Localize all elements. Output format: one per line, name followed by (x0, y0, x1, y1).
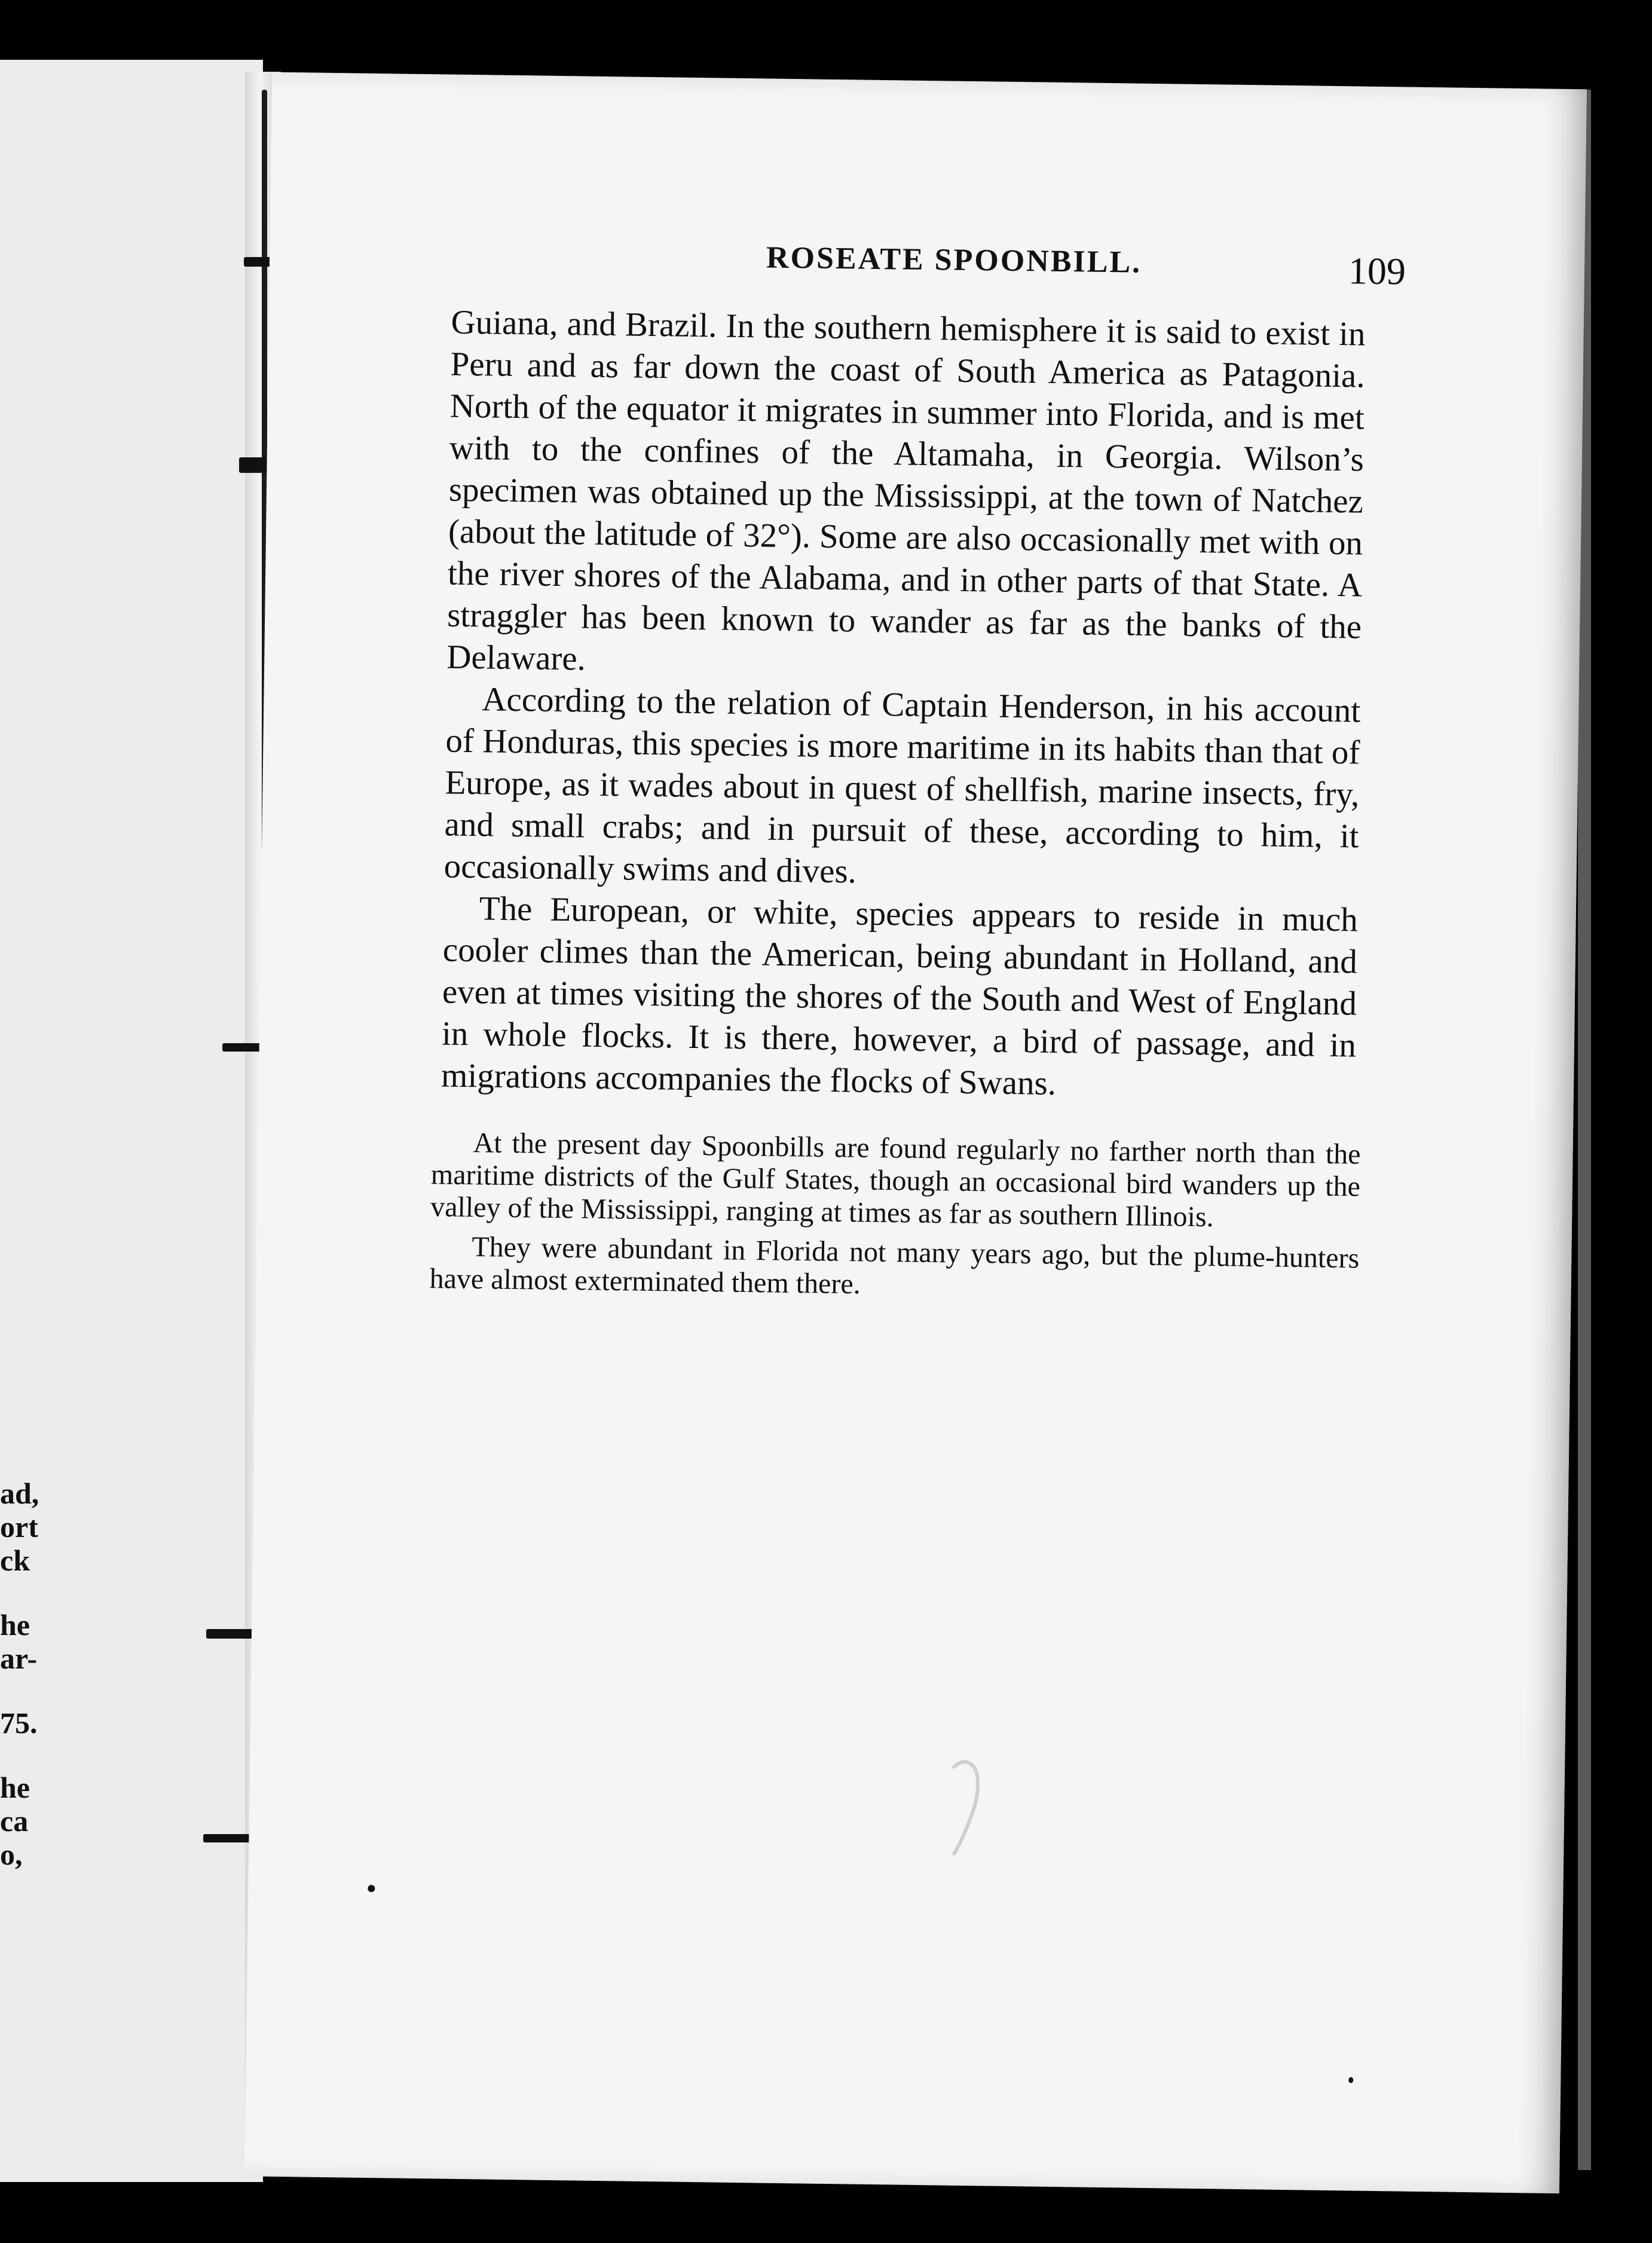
left-fragment: ck (0, 1544, 30, 1577)
left-fragment: 75. (0, 1706, 38, 1740)
binding-stitch (203, 1834, 252, 1842)
paragraph: According to the relation of Captain Henderson, in his account of Honduras, this species is more maritime in its habits than that of Europe, as it wades about in quest of shellfish, marine insects, fry, and small crabs; and in pursuit of these, according to him, it occasionally swims and dives. (443, 680, 1361, 891)
left-fragment: ca (0, 1804, 29, 1838)
left-fragment: he (0, 1608, 30, 1642)
footnote-text (429, 1126, 1361, 1307)
left-fragment: o, (0, 1838, 23, 1871)
paragraph: The European, or white, species appears to reside in much cooler climes than the American, being abundant in Holland, and even at times visiting the shores of the South and West of England in whole flocks. It is there, however, a bird of passage, and in migrations accompanies the flocks of Swans. (440, 890, 1359, 1102)
note-paragraph: At the present day Spoonbills are found regularly no farther north than the maritime districts of the Gulf States, though an occasional bird wanders up the valley of the Mississippi, ranging at times as far as southern Illinois. (430, 1127, 1361, 1233)
paragraph: Guiana, and Brazil. In the southern hemisphere it is said to exist in Peru and as far down the coast of South America as Patagonia. North of the equator it migrates in summer into Florida, and is met with to the confines of the Altamaha, in Georgia. Wilson’s specimen was obtained up the Mississippi, at the town of Natchez (about the latitude of 32°). Some are also occasionally met with on the river shores of the Alabama, and in other parts of that State. A straggler has been known to wander as far as the banks of the Delaware. (446, 303, 1366, 678)
main-text (441, 302, 1366, 1109)
left-fragment: ad, (0, 1477, 39, 1510)
page-number: 109 (1348, 249, 1406, 293)
page-speck (1348, 2077, 1353, 2083)
left-fragment: ort (0, 1510, 38, 1544)
left-page (0, 60, 263, 2182)
note-paragraph: They were abundant in Florida not many years ago, but the plume-hunters have almost exterminated them there. (429, 1231, 1360, 1300)
right-page (244, 72, 1587, 2193)
binding-stitch (206, 1629, 254, 1639)
pencil-mark (948, 1755, 985, 1857)
running-head: ROSEATE SPOONBILL. (766, 240, 1142, 280)
left-fragment: ar- (0, 1642, 37, 1675)
left-page-text-fragments (0, 1477, 39, 1871)
left-fragment: he (0, 1771, 30, 1804)
page-speck (368, 1885, 375, 1892)
